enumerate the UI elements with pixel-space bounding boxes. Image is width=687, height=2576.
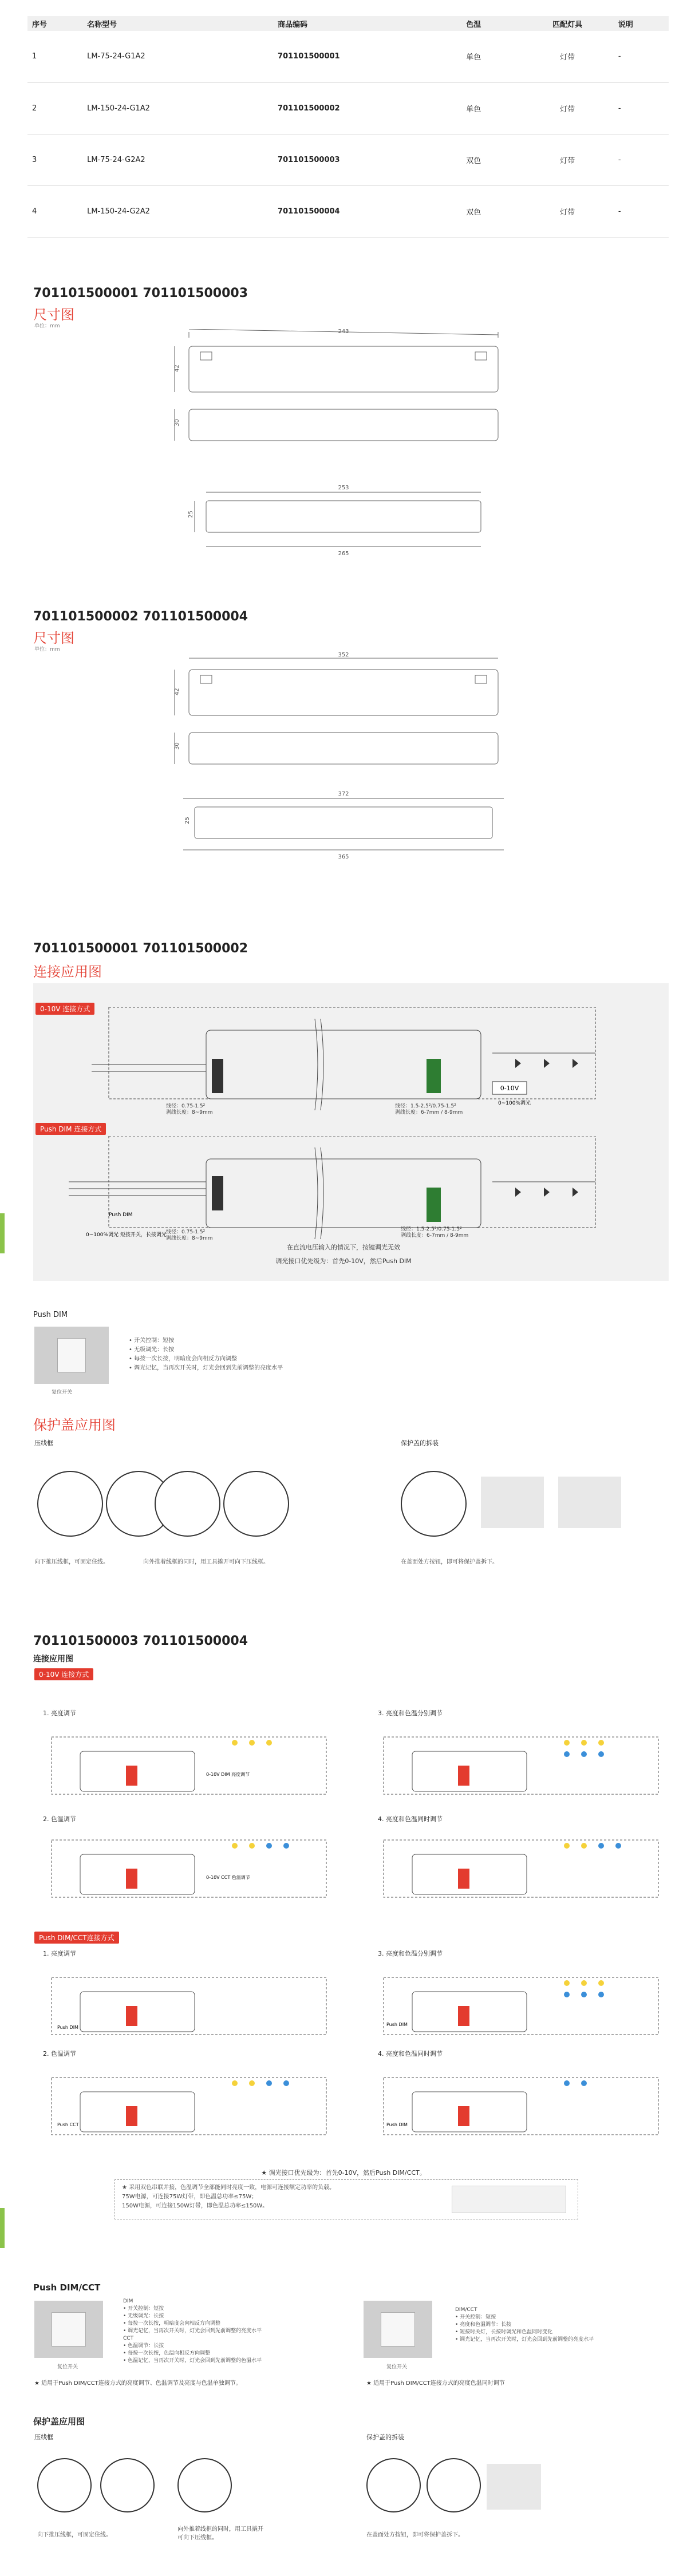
protect1-cap-left2: 向外推着线框的同时，用工具撬开可向下压线框。	[143, 1559, 269, 1565]
protect2-img-5	[427, 2458, 481, 2512]
spec-table-header	[27, 16, 669, 31]
dim2-unit: 单位：mm	[34, 647, 60, 652]
pushdim-title: Push DIM	[33, 1311, 68, 1319]
protect1-img-4	[223, 1471, 289, 1537]
col-lamp: 匹配灯具	[516, 16, 614, 31]
conn2-panel2-title: 2. 色温调节	[43, 1815, 76, 1823]
protect2-img-1	[37, 2458, 92, 2512]
col-index: 序号	[27, 16, 82, 31]
conn1-subtitle: 连接应用图	[33, 964, 102, 980]
svg-text:剥线长度：6-7mm / 8-9mm: 剥线长度：6-7mm / 8-9mm	[401, 1233, 469, 1238]
protect1-cap-right: 在盖面处方按钮，即可将保护盖拆下。	[401, 1559, 498, 1565]
conn2-panel7-title: 3. 亮度和色温分别调节	[378, 1950, 443, 1957]
svg-text:0~100%调光 短按开关，长按调光: 0~100%调光 短按开关，长按调光	[86, 1232, 167, 1238]
svg-text:剥线长度：8~9mm: 剥线长度：8~9mm	[166, 1110, 213, 1115]
svg-text:265: 265	[338, 551, 349, 557]
protect1-cap-left1: 向下推压线框，可固定住线。	[34, 1559, 109, 1565]
page-side-marker	[0, 1213, 5, 1253]
conn1-tag-pushdim: Push DIM 连接方式	[35, 1123, 106, 1135]
protect2-img-4	[366, 2458, 421, 2512]
svg-text:剥线长度：6-7mm / 8-9mm: 剥线长度：6-7mm / 8-9mm	[395, 1110, 463, 1115]
conn2-diagrams-push	[34, 1960, 670, 2155]
pushdimcct-right-desc: DIM/CCT • 开关控制：短按 • 亮度和色温调节：长按 • 短按时关灯，长按时调光和色温同时变化 • 调光记忆，当再次开关时，灯光会回到先前调整的亮度水平	[455, 2307, 594, 2342]
dim1-title: 701101500001 701101500003	[33, 286, 248, 300]
protect1-right-label: 保护盖的拆装	[401, 1439, 439, 1447]
svg-text:25: 25	[188, 511, 194, 518]
svg-text:372: 372	[338, 791, 349, 797]
dim2-title: 701101500002 701101500004	[33, 610, 248, 624]
svg-text:Push DIM: Push DIM	[57, 2025, 78, 2030]
dim2-drawing	[172, 652, 515, 899]
conn2-warning-diagram	[452, 2186, 566, 2213]
protect1-img-3	[155, 1471, 220, 1537]
protect2-img-2	[100, 2458, 155, 2512]
dim1-unit: 单位：mm	[34, 323, 60, 329]
svg-text:Push DIM: Push DIM	[386, 2022, 408, 2027]
protect1-img-7	[558, 1477, 621, 1528]
pushdimcct-title: Push DIM/CCT	[33, 2282, 101, 2293]
spec-table	[27, 16, 669, 238]
conn1-title: 701101500001 701101500002	[33, 941, 248, 956]
conn2-panel1-title: 1. 亮度调节	[43, 1710, 76, 1717]
conn2-panel6-title: 2. 色温调节	[43, 2050, 76, 2057]
conn2-panel5-title: 1. 亮度调节	[43, 1950, 76, 1957]
svg-text:352: 352	[338, 652, 349, 658]
conn1-tag-010v: 0-10V 连接方式	[35, 1003, 94, 1015]
protect1-img-6	[481, 1477, 544, 1528]
protect2-left-label: 压线框	[34, 2433, 53, 2441]
conn2-diagrams-010v	[34, 1720, 670, 1914]
svg-text:线径：1.5-2.5²/0.75-1.5²: 线径：1.5-2.5²/0.75-1.5²	[401, 1226, 462, 1232]
pushdimcct-right-image	[364, 2301, 432, 2358]
protect2-cap-left1: 向下推压线框，可固定住线。	[37, 2532, 112, 2538]
svg-text:Push DIM: Push DIM	[386, 2122, 408, 2127]
svg-text:42: 42	[174, 688, 180, 695]
table-row: 4 LM-150-24-G2A2 701101500004 双色 灯带 -	[27, 185, 669, 237]
pushdim-caption: 复位开关	[52, 1390, 73, 1395]
conn2-panel8-title: 4. 亮度和色温同时调节	[378, 2050, 443, 2057]
svg-text:0~100%调光: 0~100%调光	[498, 1101, 531, 1106]
pushdimcct-left-note: ★ 适用于Push DIM/CCT连接方式的亮度调节、色温调节及亮度与色温单独调节。	[34, 2380, 242, 2387]
protect2-right-label: 保护盖的拆装	[366, 2433, 404, 2441]
pushdim-switch-image	[34, 1327, 109, 1384]
dim1-subtitle: 尺寸图	[33, 307, 74, 323]
dim2-subtitle: 尺寸图	[33, 630, 74, 646]
svg-text:0-10V CCT 色温调节: 0-10V CCT 色温调节	[206, 1875, 250, 1880]
svg-text:线径：0.75-1.5²: 线径：0.75-1.5²	[166, 1229, 206, 1235]
dim1-drawing	[172, 329, 515, 575]
protect2-img-6	[487, 2464, 541, 2510]
pushdimcct-left-image	[34, 2301, 103, 2358]
svg-text:30: 30	[174, 742, 180, 750]
svg-text:线径：1.5-2.5²/0.75-1.5²: 线径：1.5-2.5²/0.75-1.5²	[395, 1103, 456, 1109]
svg-text:25: 25	[184, 817, 191, 824]
conn2-priority-note: ★ 调光接口优先级为：首先0-10V，然后Push DIM/CCT。	[261, 2169, 426, 2177]
col-code: 商品编码	[273, 16, 461, 31]
protect1-left-label: 压线框	[34, 1439, 53, 1447]
svg-text:253: 253	[338, 485, 349, 491]
svg-text:Push DIM: Push DIM	[109, 1212, 133, 1218]
conn1-diagram-pushdim	[69, 1136, 613, 1256]
table-row: 1 LM-75-24-G1A2 701101500001 单色 灯带 -	[27, 31, 669, 82]
col-note: 说明	[614, 16, 669, 31]
svg-text:42: 42	[174, 365, 180, 372]
table-row: 3 LM-75-24-G2A2 701101500003 双色 灯带 -	[27, 134, 669, 185]
col-cct: 色温	[461, 16, 516, 31]
conn1-diagram-010v	[92, 1007, 607, 1116]
svg-text:365: 365	[338, 854, 349, 860]
conn2-tag-pushdimcct: Push DIM/CCT连接方式	[34, 1932, 119, 1944]
conn2-title: 701101500003 701101500004	[33, 1634, 248, 1648]
col-model: 名称型号	[82, 16, 273, 31]
pushdim-desc: • 开关控制：短按 • 无级调光：长按 • 每按一次长按，明暗度会向相反方向调整 • 调光记忆，当再次开关时，灯光会回到先前调整的亮度水平	[129, 1338, 283, 1371]
protect2-img-3	[177, 2458, 232, 2512]
conn2-panel3-title: 3. 亮度和色温分别调节	[378, 1710, 443, 1717]
svg-text:30: 30	[174, 419, 180, 426]
page-side-marker-2	[0, 2208, 5, 2248]
protect2-cap-right: 在盖面处方按钮，即可将保护盖拆下。	[366, 2532, 464, 2538]
conn2-warning-box: ★ 采用双色串联并接，色温调节全部能同时亮度一致，电源可连接额定功率的负载。 75W电源，可连接75W灯带，即色温总功率≤75W； 150W电源，可连接150W灯带，即色温总功率≤150W。	[114, 2179, 578, 2219]
conn2-panel4-title: 4. 亮度和色温同时调节	[378, 1815, 443, 1823]
svg-text:0-10V DIM 亮度调节: 0-10V DIM 亮度调节	[206, 1772, 250, 1777]
conn2-subtitle: 连接应用图	[33, 1655, 73, 1664]
conn2-tag-010v: 0-10V 连接方式	[34, 1668, 93, 1680]
svg-text:Push CCT: Push CCT	[57, 2122, 79, 2127]
protect2-title: 保护盖应用图	[33, 2416, 85, 2427]
svg-text:243: 243	[338, 329, 349, 335]
pushdimcct-left-desc: DIM • 开关控制：短按 • 无级调光：长按 • 每按一次长按，明暗度会向相反方向调整 • 调光记忆，当再次开关时，灯光会回到先前调整的亮度水平 CCT • 色温调节：长按 • 每按一次长按，色温向相反方向调整 • 色温记忆，当再次开关时，灯光会回到先前调整的色温水平	[123, 2298, 262, 2364]
protect2-cap-left2: 向外推着线框的同时，用工具撬开可向下压线框。	[177, 2526, 263, 2541]
svg-text:线径：0.75-1.5²: 线径：0.75-1.5²	[166, 1103, 206, 1109]
svg-text:在直流电压输入的情况下，按键调光无效: 在直流电压输入的情况下，按键调光无效	[287, 1244, 400, 1251]
protect1-img-1	[37, 1471, 103, 1537]
protect1-title: 保护盖应用图	[33, 1417, 116, 1433]
svg-text:剥线长度：8~9mm: 剥线长度：8~9mm	[166, 1236, 213, 1241]
conn1-priority-note: 调光接口优先级为：首先0-10V，然后Push DIM	[275, 1257, 412, 1265]
pushdimcct-right-note: ★ 适用于Push DIM/CCT连接方式的亮度色温同时调节	[366, 2380, 505, 2387]
svg-text:0-10V: 0-10V	[500, 1085, 519, 1092]
table-row: 2 LM-150-24-G1A2 701101500002 单色 灯带 -	[27, 82, 669, 134]
protect1-img-5	[401, 1471, 467, 1537]
